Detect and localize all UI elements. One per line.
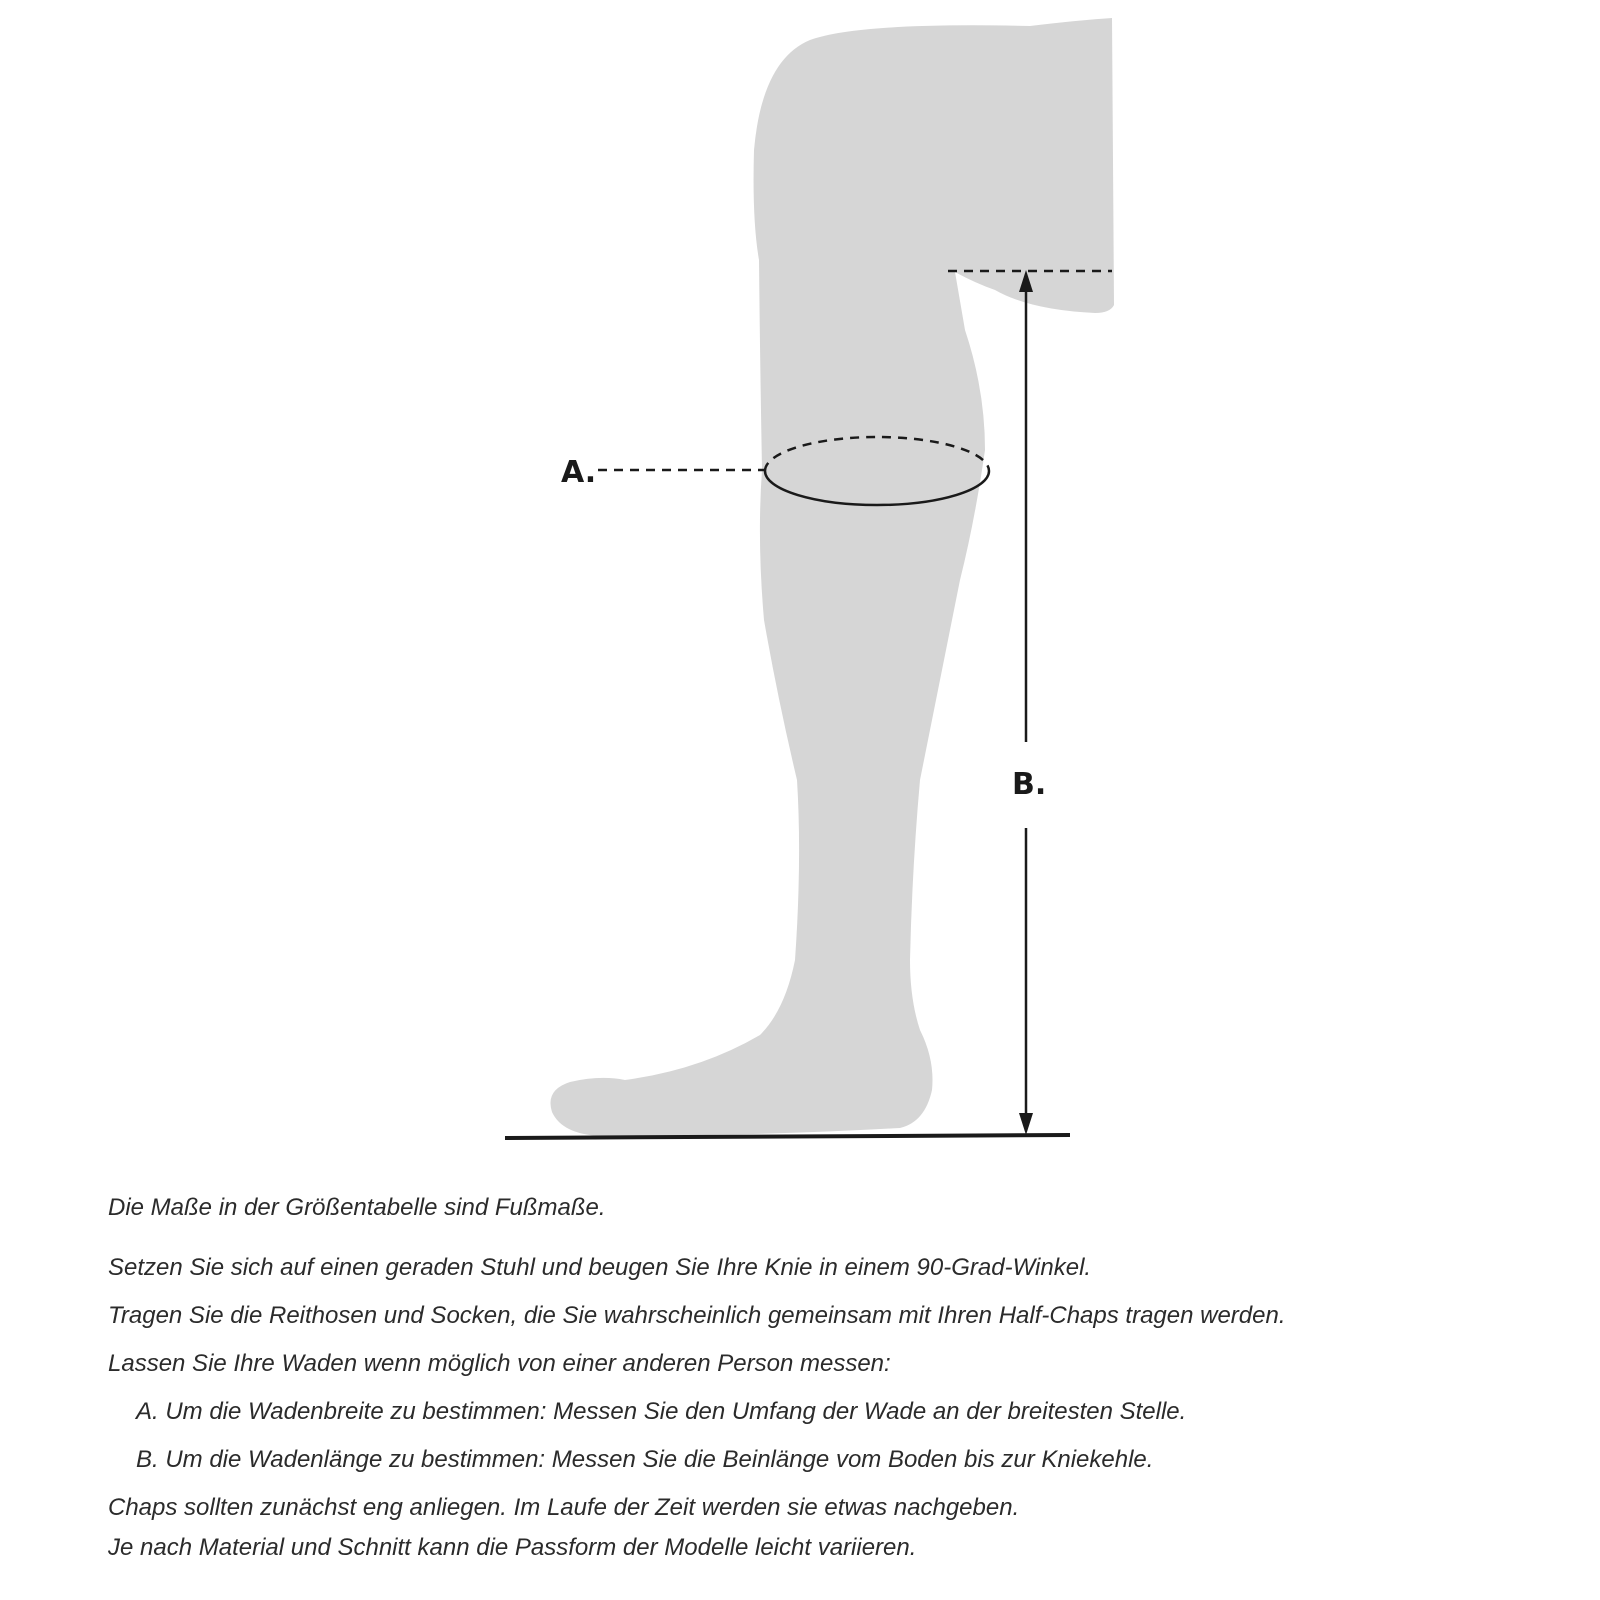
- instruction-line: Setzen Sie sich auf einen geraden Stuhl und beugen Sie Ihre Knie in einem 90-Grad-Winkel.: [108, 1254, 1092, 1281]
- length-arrow-head-bottom: [1019, 1113, 1033, 1135]
- intro-text: Die Maße in der Größentabelle sind Fußmaße.: [108, 1194, 606, 1221]
- step-b-text: B. Um die Wadenlänge zu bestimmen: Messen Sie die Beinlänge vom Boden bis zur Kniekehle.: [136, 1446, 1154, 1473]
- leg-silhouette: [550, 18, 1114, 1136]
- label-b: B.: [1012, 767, 1047, 802]
- fit-note: Chaps sollten zunächst eng anliegen. Im Laufe der Zeit werden sie etwas nachgeben.: [108, 1494, 1020, 1521]
- instruction-line: Lassen Sie Ihre Waden wenn möglich von einer anderen Person messen:: [108, 1350, 891, 1377]
- ground-line: [505, 1135, 1070, 1138]
- label-a: A.: [561, 455, 597, 490]
- instruction-line: Tragen Sie die Reithosen und Socken, die Sie wahrscheinlich gemeinsam mit Ihren Half-Chaps tragen werden.: [108, 1302, 1286, 1329]
- variation-note: Je nach Material und Schnitt kann die Passform der Modelle leicht variieren.: [108, 1534, 917, 1561]
- step-a-text: A. Um die Wadenbreite zu bestimmen: Messen Sie den Umfang der Wade an der breitesten Stelle.: [136, 1398, 1187, 1425]
